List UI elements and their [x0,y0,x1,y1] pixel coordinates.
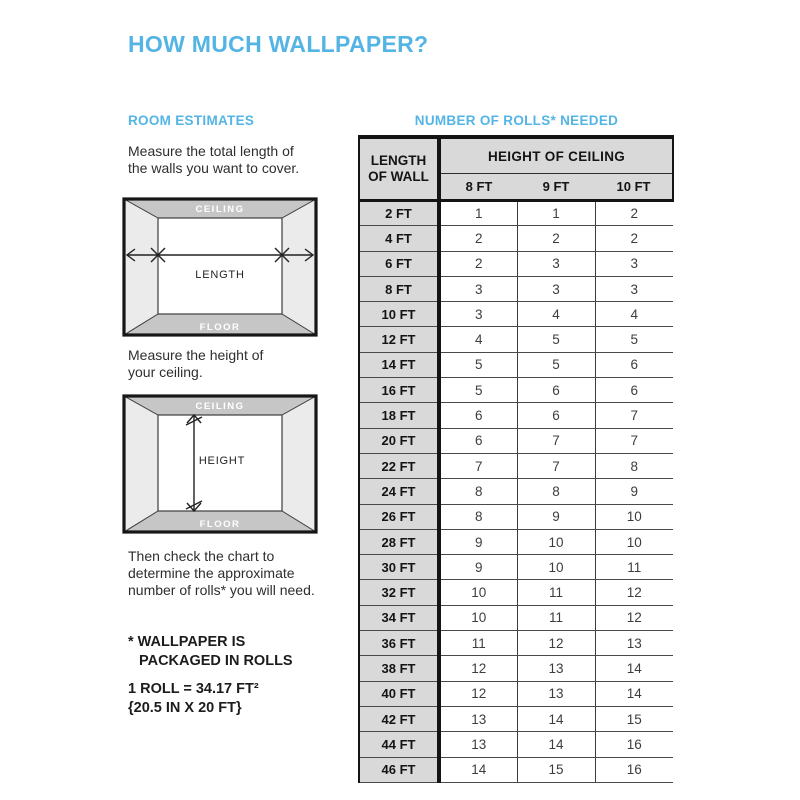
wall-length-cell: 22 FT [359,453,439,478]
table-row [359,656,673,681]
rolls-8ft-cell: 10 [439,580,517,605]
rolls-8ft-cell: 6 [439,403,517,428]
wall-length-cell: 34 FT [359,605,439,630]
rolls-8ft-cell: 7 [439,453,517,478]
rolls-8ft-cell: 2 [439,251,517,276]
step2-text [128,347,263,381]
rolls-8ft-cell: 12 [439,656,517,681]
table-row [359,757,673,782]
step3-line2: determine the approximate [128,565,295,581]
rolls-10ft-cell: 10 [595,504,673,529]
rolls-8ft-cell: 5 [439,378,517,403]
col-header-10ft: 10 FT [595,174,673,201]
table-row [359,352,673,377]
rolls-9ft-cell: 15 [517,757,595,782]
wall-length-cell: 18 FT [359,403,439,428]
roll-size-line2: {20.5 IN X 20 FT} [128,700,242,716]
ceiling-label: CEILING [195,204,245,215]
back-wall [158,218,282,314]
rolls-9ft-cell: 8 [517,479,595,504]
rolls-9ft-cell: 7 [517,428,595,453]
wall-length-cell: 40 FT [359,681,439,706]
rolls-9ft-cell: 14 [517,706,595,731]
wall-length-cell: 44 FT [359,732,439,757]
step1-line2: the walls you want to cover. [128,160,300,176]
rolls-9ft-cell: 3 [517,251,595,276]
rolls-9ft-cell: 4 [517,302,595,327]
table-row [359,201,673,226]
rolls-10ft-cell: 2 [595,201,673,226]
table-row [359,302,673,327]
rolls-10ft-cell: 3 [595,276,673,301]
rolls-8ft-cell: 6 [439,428,517,453]
floor-label: FLOOR [199,322,241,333]
length-of-wall-header [359,137,439,201]
rolls-10ft-cell: 16 [595,757,673,782]
wall-length-cell: 38 FT [359,656,439,681]
wall-length-cell: 46 FT [359,757,439,782]
height-of-ceiling-header: HEIGHT OF CEILING [439,137,673,174]
rolls-8ft-cell: 9 [439,555,517,580]
rolls-9ft-cell: 12 [517,631,595,656]
rolls-8ft-cell: 3 [439,302,517,327]
table-row [359,706,673,731]
rolls-8ft-cell: 4 [439,327,517,352]
rolls-table [358,135,674,783]
table-row [359,479,673,504]
roll-size-info [128,680,259,718]
rolls-10ft-cell: 14 [595,681,673,706]
height-diagram [122,394,318,534]
rolls-10ft-cell: 11 [595,555,673,580]
wall-length-cell: 36 FT [359,631,439,656]
step3-text [128,548,315,599]
rolls-10ft-cell: 10 [595,529,673,554]
footnote-line2: PACKAGED IN ROLLS [139,653,293,669]
rolls-10ft-cell: 2 [595,226,673,251]
rolls-10ft-cell: 12 [595,605,673,630]
rolls-9ft-cell: 5 [517,327,595,352]
table-row [359,555,673,580]
ceiling-label: CEILING [195,401,245,412]
step3-line1: Then check the chart to [128,548,275,564]
rolls-9ft-cell: 13 [517,681,595,706]
rolls-8ft-cell: 8 [439,504,517,529]
rolls-10ft-cell: 6 [595,378,673,403]
footnote-line1: * WALLPAPER IS [128,634,246,650]
step1-line1: Measure the total length of [128,143,294,159]
length-of-wall-line1: LENGTH [370,153,427,168]
rolls-8ft-cell: 13 [439,706,517,731]
table-row [359,631,673,656]
col-header-9ft: 9 FT [517,174,595,201]
step2-line2: your ceiling. [128,364,203,380]
table-row [359,681,673,706]
rolls-10ft-cell: 5 [595,327,673,352]
rolls-9ft-cell: 14 [517,732,595,757]
wall-length-cell: 42 FT [359,706,439,731]
wall-length-cell: 30 FT [359,555,439,580]
rolls-10ft-cell: 12 [595,580,673,605]
rolls-8ft-cell: 2 [439,226,517,251]
wall-length-cell: 8 FT [359,276,439,301]
table-row [359,327,673,352]
rolls-8ft-cell: 8 [439,479,517,504]
rolls-9ft-cell: 6 [517,403,595,428]
table-row [359,251,673,276]
rolls-10ft-cell: 7 [595,428,673,453]
roll-size-line1: 1 ROLL = 34.17 FT² [128,681,259,697]
wall-length-cell: 12 FT [359,327,439,352]
wall-length-cell: 24 FT [359,479,439,504]
rolls-8ft-cell: 12 [439,681,517,706]
floor-label: FLOOR [199,519,241,530]
rolls-9ft-cell: 1 [517,201,595,226]
rolls-9ft-cell: 11 [517,580,595,605]
table-row [359,403,673,428]
rolls-8ft-cell: 3 [439,276,517,301]
table-row [359,605,673,630]
table-row [359,453,673,478]
rolls-needed-heading: NUMBER OF ROLLS* NEEDED [414,113,619,128]
length-of-wall-line2: OF WALL [368,169,429,184]
rolls-8ft-cell: 9 [439,529,517,554]
table-row [359,378,673,403]
table-row [359,226,673,251]
rolls-8ft-cell: 14 [439,757,517,782]
step3-line3: number of rolls* you will need. [128,582,315,598]
rolls-9ft-cell: 5 [517,352,595,377]
wall-length-cell: 10 FT [359,302,439,327]
rolls-table-wrap [358,135,674,783]
rolls-8ft-cell: 13 [439,732,517,757]
rolls-8ft-cell: 10 [439,605,517,630]
rolls-10ft-cell: 15 [595,706,673,731]
rolls-9ft-cell: 3 [517,276,595,301]
rolls-8ft-cell: 5 [439,352,517,377]
rolls-8ft-cell: 11 [439,631,517,656]
rolls-10ft-cell: 9 [595,479,673,504]
length-diagram [122,197,318,337]
rolls-10ft-cell: 8 [595,453,673,478]
wall-length-cell: 32 FT [359,580,439,605]
wall-length-cell: 28 FT [359,529,439,554]
page-title: HOW MUCH WALLPAPER? [128,31,429,57]
rolls-10ft-cell: 6 [595,352,673,377]
table-row [359,529,673,554]
wall-length-cell: 26 FT [359,504,439,529]
rolls-9ft-cell: 10 [517,529,595,554]
rolls-10ft-cell: 7 [595,403,673,428]
height-label: HEIGHT [198,455,246,467]
wall-length-cell: 6 FT [359,251,439,276]
rolls-footnote [128,633,293,671]
rolls-10ft-cell: 4 [595,302,673,327]
wall-length-cell: 4 FT [359,226,439,251]
rolls-10ft-cell: 14 [595,656,673,681]
rolls-9ft-cell: 7 [517,453,595,478]
room-estimates-heading: ROOM ESTIMATES [128,113,255,128]
rolls-9ft-cell: 13 [517,656,595,681]
table-row [359,580,673,605]
rolls-9ft-cell: 2 [517,226,595,251]
rolls-9ft-cell: 6 [517,378,595,403]
rolls-9ft-cell: 10 [517,555,595,580]
wall-length-cell: 14 FT [359,352,439,377]
rolls-10ft-cell: 16 [595,732,673,757]
col-header-8ft: 8 FT [439,174,517,201]
rolls-9ft-cell: 9 [517,504,595,529]
rolls-10ft-cell: 13 [595,631,673,656]
table-row [359,428,673,453]
wall-length-cell: 16 FT [359,378,439,403]
table-row [359,732,673,757]
table-row [359,276,673,301]
wall-length-cell: 2 FT [359,201,439,226]
step2-line1: Measure the height of [128,347,264,363]
wall-length-cell: 20 FT [359,428,439,453]
step1-text [128,143,299,177]
rolls-8ft-cell: 1 [439,201,517,226]
rolls-10ft-cell: 3 [595,251,673,276]
rolls-9ft-cell: 11 [517,605,595,630]
length-label: LENGTH [195,269,245,281]
table-row [359,504,673,529]
